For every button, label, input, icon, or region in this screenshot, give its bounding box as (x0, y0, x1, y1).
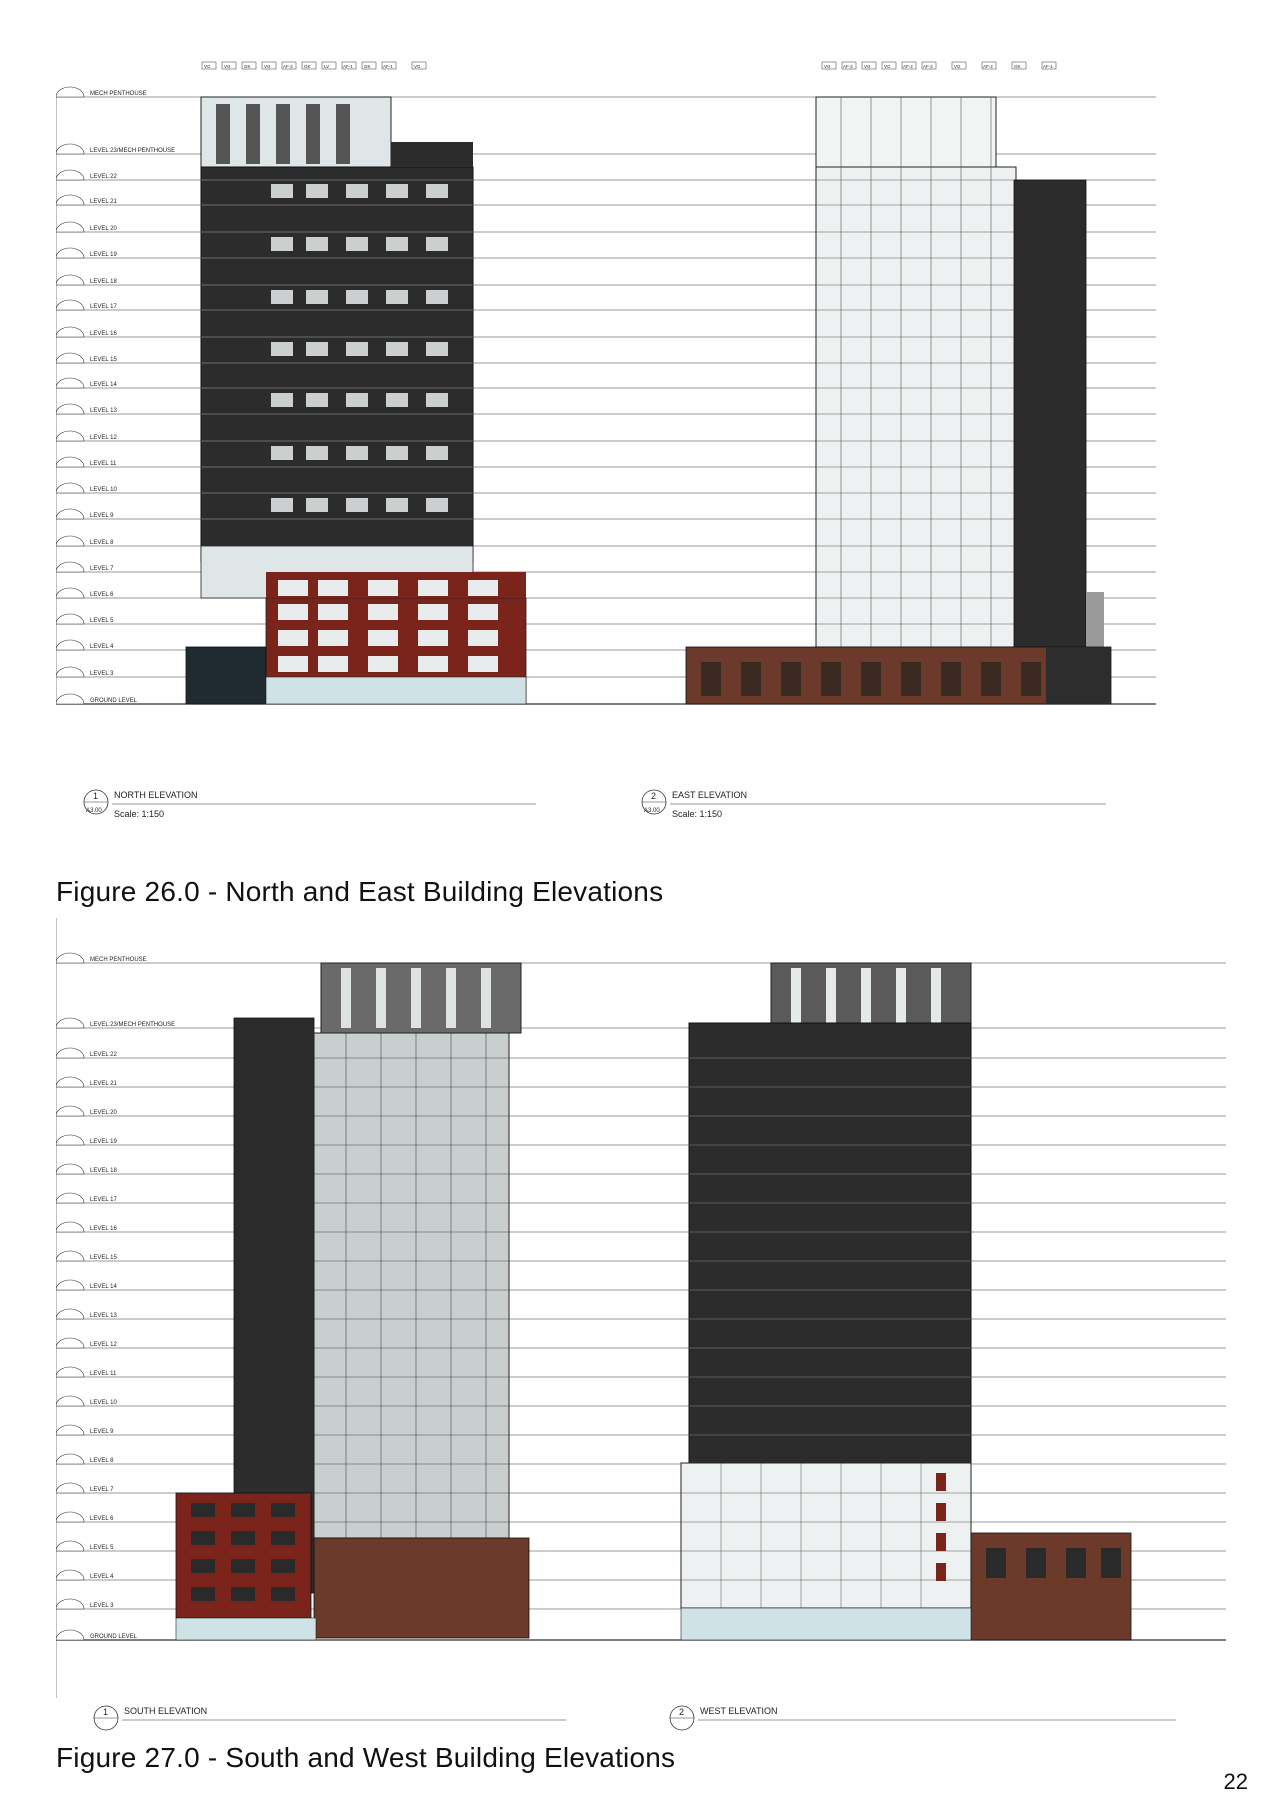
svg-text:GK: GK (304, 64, 311, 69)
svg-text:VG: VG (954, 64, 961, 69)
svg-text:LEVEL 13: LEVEL 13 (90, 408, 117, 414)
svg-text:AF-1: AF-1 (1043, 64, 1053, 69)
svg-text:AF-2: AF-2 (983, 64, 993, 69)
svg-text:VG: VG (864, 64, 871, 69)
north-east-elevations (56, 52, 1236, 872)
svg-text:A3.00: A3.00 (86, 808, 102, 814)
south-west-elevations (56, 918, 1236, 1738)
svg-text:SOUTH ELEVATION: SOUTH ELEVATION (124, 1706, 208, 1716)
svg-text:MECH PENTHOUSE: MECH PENTHOUSE (90, 957, 147, 963)
svg-text:MECH PENTHOUSE: MECH PENTHOUSE (90, 91, 147, 97)
west-elevation-title-block (670, 1706, 1176, 1730)
svg-text:LEVEL 22: LEVEL 22 (90, 174, 117, 180)
svg-text:LEVEL 17: LEVEL 17 (90, 1197, 117, 1203)
svg-text:LEVEL 10: LEVEL 10 (90, 487, 117, 493)
east-elevation-building (686, 97, 1111, 704)
east-elevation-title-block (642, 790, 1106, 819)
svg-text:LEVEL 9: LEVEL 9 (90, 513, 114, 519)
svg-text:VG: VG (204, 64, 211, 69)
svg-text:LEVEL 6: LEVEL 6 (90, 592, 114, 598)
svg-text:LEVEL 13: LEVEL 13 (90, 1313, 117, 1319)
svg-text:LEVEL 7: LEVEL 7 (90, 1487, 114, 1493)
svg-text:LEVEL 23/MECH PENTHOUSE: LEVEL 23/MECH PENTHOUSE (90, 148, 176, 154)
svg-text:LEVEL 9: LEVEL 9 (90, 1429, 114, 1435)
svg-text:LEVEL 16: LEVEL 16 (90, 1226, 117, 1232)
svg-text:LEVEL 19: LEVEL 19 (90, 1139, 117, 1145)
figure-26-drawing (56, 52, 1236, 872)
svg-text:LEVEL 20: LEVEL 20 (90, 1110, 117, 1116)
svg-text:AF-2: AF-2 (843, 64, 853, 69)
svg-text:LEVEL 12: LEVEL 12 (90, 435, 117, 441)
svg-text:Scale: 1:150: Scale: 1:150 (672, 809, 723, 819)
south-elevation-building (176, 963, 529, 1640)
svg-text:GK: GK (364, 64, 371, 69)
svg-text:LEVEL 22: LEVEL 22 (90, 1052, 117, 1058)
svg-text:LEVEL 21: LEVEL 21 (90, 1081, 117, 1087)
page-number: 22 (1223, 1769, 1248, 1794)
svg-text:LEVEL 23/MECH PENTHOUSE: LEVEL 23/MECH PENTHOUSE (90, 1022, 176, 1028)
svg-text:AF-1: AF-1 (343, 64, 353, 69)
svg-text:LEVEL 5: LEVEL 5 (90, 1545, 114, 1551)
svg-text:LEVEL 8: LEVEL 8 (90, 540, 114, 546)
svg-text:A3.00: A3.00 (644, 808, 660, 814)
svg-text:AF-2: AF-2 (283, 64, 293, 69)
svg-text:AF-2: AF-2 (903, 64, 913, 69)
svg-text:LEVEL 6: LEVEL 6 (90, 1516, 114, 1522)
svg-text:VG: VG (224, 64, 231, 69)
svg-text:NORTH ELEVATION: NORTH ELEVATION (114, 790, 198, 800)
svg-text:LEVEL 15: LEVEL 15 (90, 1255, 117, 1261)
level-labels (90, 91, 175, 704)
figure-27-caption: Figure 27.0 - South and West Building Elevations (56, 1742, 676, 1773)
level-bubbles (56, 87, 84, 704)
figure-26-caption: Figure 26.0 - North and East Building Elevations (56, 876, 664, 907)
svg-text:VG: VG (824, 64, 831, 69)
svg-text:LEVEL 16: LEVEL 16 (90, 331, 117, 337)
svg-text:LEVEL 5: LEVEL 5 (90, 618, 114, 624)
svg-text:LEVEL 8: LEVEL 8 (90, 1458, 114, 1464)
svg-text:LEVEL 4: LEVEL 4 (90, 1574, 114, 1580)
svg-text:LEVEL 14: LEVEL 14 (90, 382, 117, 388)
svg-text:GK: GK (1014, 64, 1021, 69)
svg-text:EAST ELEVATION: EAST ELEVATION (672, 790, 748, 800)
figure-27-drawing (56, 918, 1236, 1738)
level-bubbles (56, 953, 84, 1640)
svg-text:2: 2 (679, 1707, 685, 1717)
svg-text:LEVEL 12: LEVEL 12 (90, 1342, 117, 1348)
svg-text:LEVEL 10: LEVEL 10 (90, 1400, 117, 1406)
svg-text:AF-1: AF-1 (383, 64, 393, 69)
svg-text:LEVEL 18: LEVEL 18 (90, 279, 117, 285)
svg-text:GK: GK (244, 64, 251, 69)
svg-text:VG: VG (414, 64, 421, 69)
north-elevation-title-block (84, 790, 536, 819)
svg-text:LEVEL 17: LEVEL 17 (90, 304, 117, 310)
svg-text:LEVEL 11: LEVEL 11 (90, 1371, 117, 1377)
svg-text:GROUND LEVEL: GROUND LEVEL (90, 1634, 138, 1640)
svg-text:WEST ELEVATION: WEST ELEVATION (700, 1706, 778, 1716)
svg-text:VG: VG (264, 64, 271, 69)
svg-text:LEVEL 3: LEVEL 3 (90, 1603, 114, 1609)
svg-text:AF-2: AF-2 (923, 64, 933, 69)
svg-text:VG: VG (884, 64, 891, 69)
svg-text:2: 2 (651, 791, 657, 801)
west-elevation-building (681, 963, 1131, 1640)
svg-text:LEVEL 20: LEVEL 20 (90, 226, 117, 232)
svg-text:GROUND LEVEL: GROUND LEVEL (90, 698, 138, 704)
svg-text:Scale: 1:150: Scale: 1:150 (114, 809, 165, 819)
svg-text:LEVEL 7: LEVEL 7 (90, 566, 114, 572)
svg-text:LEVEL 3: LEVEL 3 (90, 671, 114, 677)
north-elevation-building (186, 97, 526, 704)
svg-text:LEVEL 21: LEVEL 21 (90, 199, 117, 205)
svg-text:LEVEL 14: LEVEL 14 (90, 1284, 117, 1290)
svg-text:LEVEL 18: LEVEL 18 (90, 1168, 117, 1174)
svg-text:LEVEL 15: LEVEL 15 (90, 357, 117, 363)
svg-text:1: 1 (93, 791, 99, 801)
level-labels (90, 957, 175, 1640)
svg-text:LV: LV (324, 64, 330, 69)
svg-text:LEVEL 4: LEVEL 4 (90, 644, 114, 650)
svg-text:LEVEL 19: LEVEL 19 (90, 252, 117, 258)
svg-text:1: 1 (103, 1707, 109, 1717)
svg-text:LEVEL 11: LEVEL 11 (90, 461, 117, 467)
south-elevation-title-block (94, 1706, 566, 1730)
